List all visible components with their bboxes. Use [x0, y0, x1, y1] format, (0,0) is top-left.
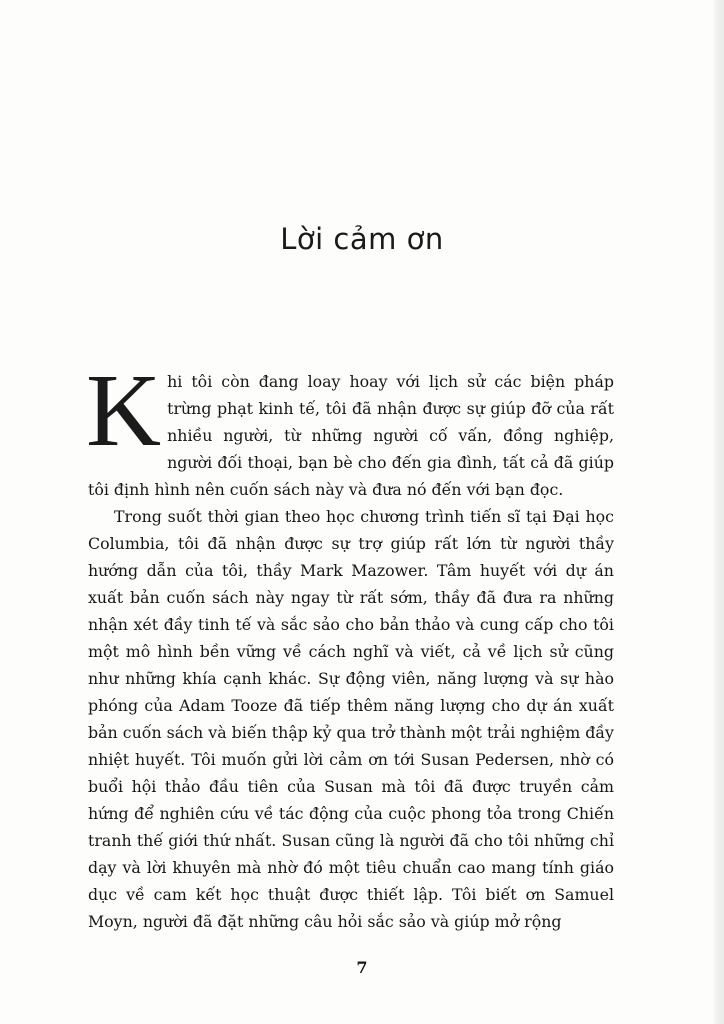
paragraph-1-text: hi tôi còn đang loay hoay với lịch sử các biện pháp trừng phạt kinh tế, tôi đã nhận được sự giúp đỡ của rất nhiều người, từ những người cố vấn, đồng nghiệp, người đối thoại, bạn bè cho đến gia đình, tất cả đã giúp tôi định hình nên cuốn sách này và đưa nó đến với bạn đọc.: [88, 372, 614, 499]
paragraph-2: Trong suốt thời gian theo học chương trình tiến sĩ tại Đại học Columbia, tôi đã nhận được sự trợ giúp rất lớn từ người thầy hướng dẫn của tôi, thầy Mark Mazower. Tâm huyết với dự án xuất bản cuốn sách này ngay từ rất sớm, thầy đã đưa ra những nhận xét đầy tinh tế và sắc sảo cho bản thảo và cung cấp cho tôi một mô hình bền vững về cách nghĩ và viết, cả về lịch sử cũng như những khía cạnh khác. Sự động viên, năng lượng và sự hào phóng của Adam Tooze đã tiếp thêm năng lượng cho dự án xuất bản cuốn sách và biến thập kỷ qua trở thành một trải nghiệm đầy nhiệt huyết. Tôi muốn gửi lời cảm ơn tới Susan Pedersen, nhờ có buổi hội thảo đầu tiên của Susan mà tôi đã được truyền cảm hứng để nghiên cứu về tác động của cuộc phong tỏa trong Chiến tranh thế giới thứ nhất. Susan cũng là người đã cho tôi những chỉ dạy và lời khuyên mà nhờ đó một tiêu chuẩn cao mang tính giáo dục về cam kết học thuật được thiết lập. Tôi biết ơn Samuel Moyn, người đã đặt những câu hỏi sắc sảo và giúp mở rộng: [88, 507, 614, 931]
page-number: 7: [356, 958, 368, 977]
paragraph-1: [86, 353, 614, 503]
chapter-title: Lời cảm ơn: [280, 222, 444, 256]
body-text: [86, 353, 614, 935]
drop-cap: K: [86, 353, 162, 468]
